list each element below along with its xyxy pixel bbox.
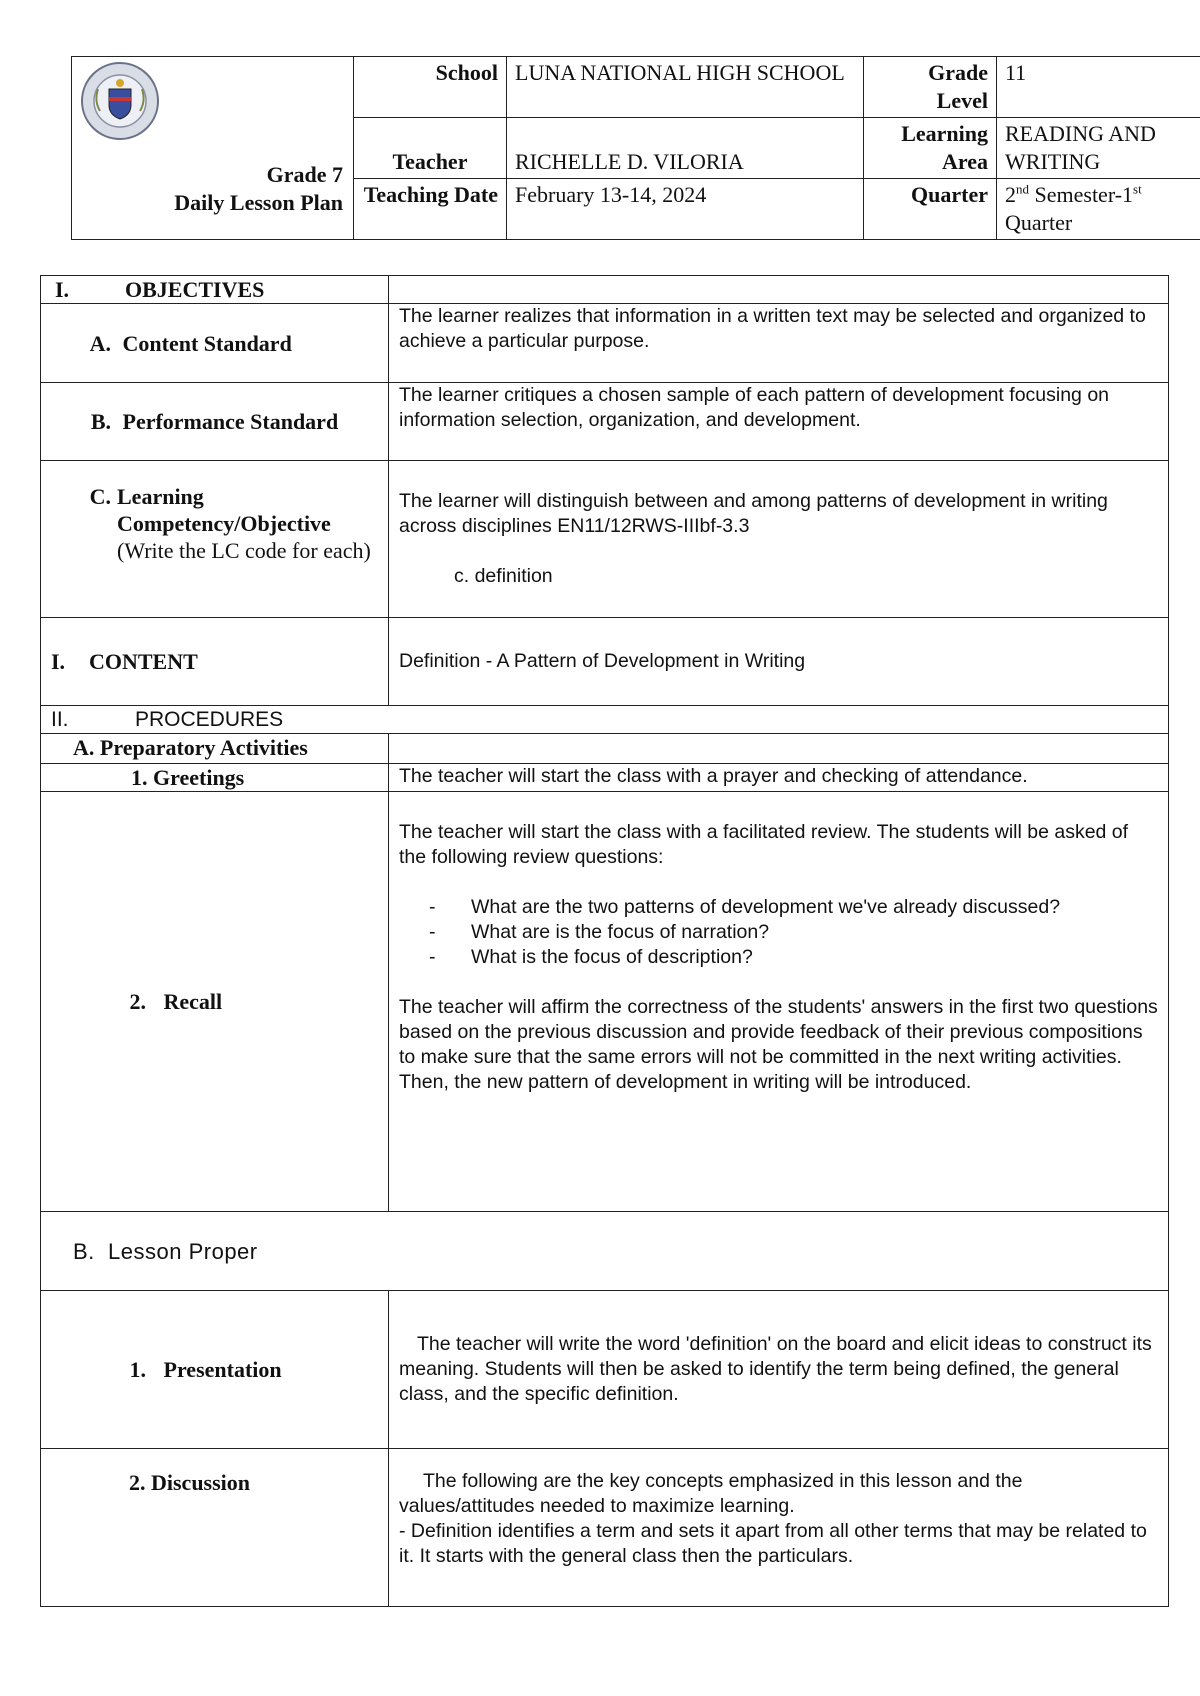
recall-intro: The teacher will start the class with a facilitated review. The students will be asked of the following review questions: (399, 821, 1129, 868)
deped-seal-logo (80, 61, 160, 141)
teacher-label: Teacher (354, 118, 507, 179)
school-label: School (354, 57, 507, 118)
recall-question: - What is the focus of description? (429, 946, 753, 968)
recall-question: - What are is the focus of narration? (429, 921, 770, 943)
presentation-text: The teacher will write the word 'definition' on the board and elicit ideas to construct its meaning. Students will then be asked to identify the term being defined, the general class, and the specific definition. (389, 1291, 1169, 1449)
greetings-text: The teacher will start the class with a prayer and checking of attendance. (389, 764, 1169, 792)
learning-area-label: Learning Area (864, 118, 997, 179)
lesson-plan-table (40, 275, 1169, 1607)
recall-question: - What are the two patterns of development we've already discussed? (429, 896, 1061, 918)
recall-label: 2. Recall (41, 792, 389, 1212)
presentation-label: 1. Presentation (41, 1291, 389, 1449)
grade-level-value: 11 (997, 57, 1200, 118)
recall-text (389, 792, 1169, 1212)
plan-title: Daily Lesson Plan (174, 190, 343, 215)
recall-closing: The teacher will affirm the correctness of the students' answers in the first two questions based on the previous discussion and provide feedback of their previous compositions to make sure that the same errors will not be committed in the next writing activities. Then, the new pattern of development in writing will be introduced. (399, 996, 1158, 1093)
objectives-heading: I. OBJECTIVES (41, 276, 389, 304)
grade-title: Grade 7 (266, 162, 343, 187)
content-standard-text: The learner realizes that information in a written text may be selected and organized to achieve a particular purpose. (389, 304, 1169, 383)
teacher-value: RICHELLE D. VILORIA (507, 118, 864, 179)
quarter-value: 2nd Semester-1st Quarter (997, 179, 1200, 240)
grade-level-label: Grade Level (864, 57, 997, 118)
competency-label: C. Learning Competency/Objective (Write the LC code for each) (41, 461, 389, 618)
teaching-date-value: February 13-14, 2024 (507, 179, 864, 240)
content-standard-label: A. Content Standard (41, 304, 389, 383)
performance-standard-text: The learner critiques a chosen sample of each pattern of development focusing on information selection, organization, and development. (389, 383, 1169, 461)
discussion-text: The following are the key concepts emphasized in this lesson and the values/attitudes needed to maximize learning. - Definition identifies a term and sets it apart from all other terms that may be related to it. It starts with the general class then the particulars. (389, 1449, 1169, 1607)
competency-text: The learner will distinguish between and among patterns of development in writing across disciplines EN11/12RWS-IIIbf-3.3 c. definition (389, 461, 1169, 618)
quarter-label: Quarter (864, 179, 997, 240)
teaching-date-label: Teaching Date (354, 179, 507, 240)
lesson-proper-heading: B. Lesson Proper (41, 1212, 1169, 1291)
header-title-cell (72, 57, 354, 240)
performance-standard-label: B. Performance Standard (41, 383, 389, 461)
content-text: Definition - A Pattern of Development in Writing (389, 618, 1169, 706)
school-value: LUNA NATIONAL HIGH SCHOOL (507, 57, 864, 118)
content-heading: I. CONTENT (41, 618, 389, 706)
procedures-heading: II. PROCEDURES (41, 706, 1169, 734)
learning-area-value: READING AND WRITING (997, 118, 1200, 179)
header-table (71, 56, 1200, 240)
greetings-label: 1. Greetings (41, 764, 389, 792)
preparatory-activities-label: A. Preparatory Activities (41, 734, 389, 764)
discussion-label: 2. Discussion (41, 1449, 389, 1607)
